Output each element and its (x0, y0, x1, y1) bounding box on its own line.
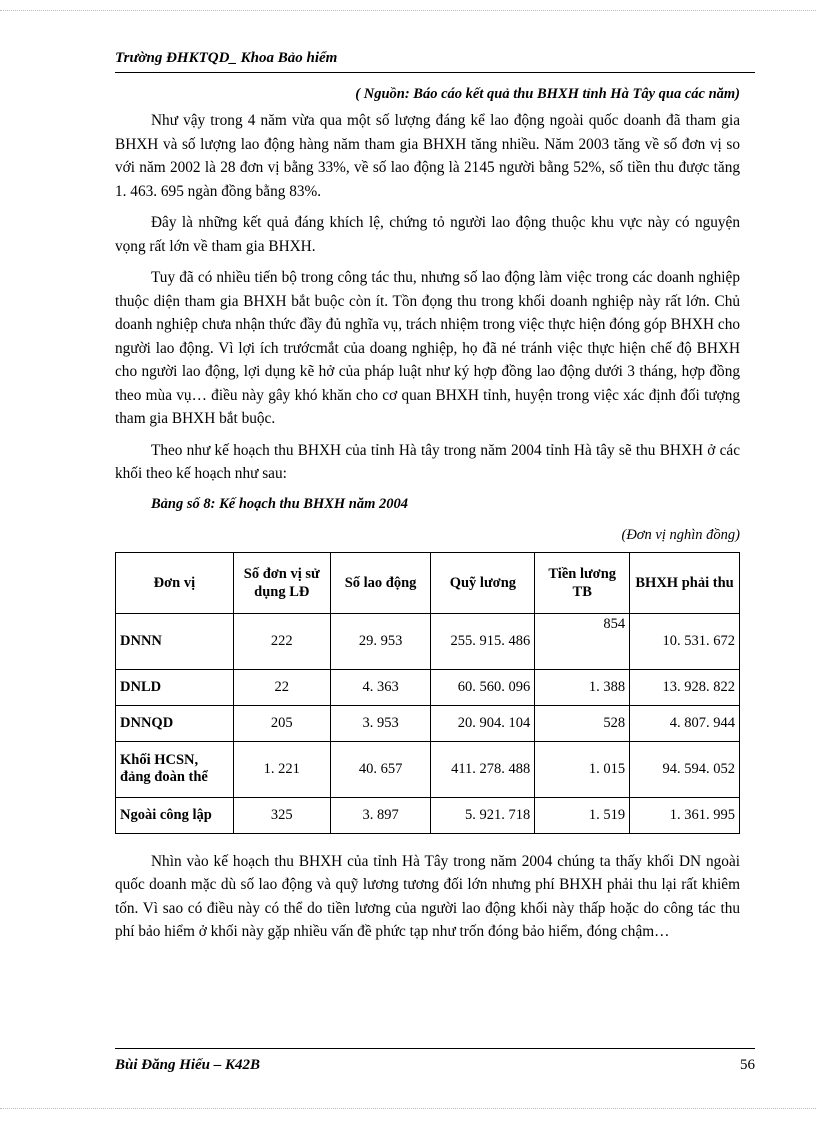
cell-unit: DNLD (116, 669, 234, 705)
cell-bhxh: 1. 361. 995 (630, 797, 740, 833)
paragraph-1: Như vậy trong 4 năm vừa qua một số lượng đáng kể lao động ngoài quốc doanh đã tham gia BHXH và số lượng lao động hàng năm tham gia BHXH tăng nhiều. Năm 2003 tăng về số đơn vị so với năm 2002 là 28 đơn vị bằng 33%, về số lao động là 2145 người bằng 52%, số tiền thu được tăng 1. 463. 695 ngàn đồng bằng 83%. (115, 112, 740, 200)
cell-count: 325 (233, 797, 330, 833)
cell-unit: DNNN (116, 613, 234, 669)
table-header-row (116, 552, 740, 613)
cell-unit: DNNQD (116, 705, 234, 741)
paragraph-2: Đây là những kết quả đáng khích lệ, chứng tỏ người lao động thuộc khu vực này có nguyện vọng rất lớn về tham gia BHXH. (115, 214, 740, 255)
cell-bhxh: 4. 807. 944 (630, 705, 740, 741)
cell-avg: 1. 519 (535, 797, 630, 833)
cell-avg: 854 (535, 613, 630, 669)
header-avg: Tiền lương TB (535, 552, 630, 613)
cell-bhxh: 10. 531. 672 (630, 613, 740, 669)
cell-avg: 1. 015 (535, 741, 630, 797)
page-number: 56 (740, 1057, 755, 1073)
closing-paragraph: Nhìn vào kế hoạch thu BHXH của tỉnh Hà Tây trong năm 2004 chúng ta thấy khối DN ngoài quốc doanh mặc dù số lao động và quỹ lương tương đối lớn nhưng phí BHXH phải thu lại rất khiêm tốn. Vì sao có điều này có thể do tiền lương của người lao động khối này thấp hoặc do công tác thu phí bảo hiểm ở khối này gặp nhiều vấn đề phức tạp như trốn đóng bảo hiểm, đóng chậm… (115, 852, 740, 940)
cell-workers: 29. 953 (330, 613, 431, 669)
table-row (116, 613, 740, 669)
cell-count: 205 (233, 705, 330, 741)
table-unit: (Đơn vị nghìn đồng) (621, 526, 740, 543)
cell-fund: 5. 921. 718 (431, 797, 535, 833)
table-row (116, 669, 740, 705)
header-workers: Số lao động (330, 552, 431, 613)
table-row (116, 797, 740, 833)
cell-fund: 411. 278. 488 (431, 741, 535, 797)
paragraph-4: Theo như kế hoạch thu BHXH của tỉnh Hà tây trong năm 2004 tỉnh Hà tây sẽ thu BHXH ở các khối theo kế hoạch như sau: (115, 441, 740, 482)
paragraph-3: Tuy đã có nhiều tiến bộ trong công tác thu, nhưng số lao động làm việc trong các doanh nghiệp thuộc diện tham gia BHXH bắt buộc còn ít. Tồn đọng thu trong khối doanh nghiệp này rất lớn. Chủ doanh nghiệp chưa nhận thức đầy đủ nghĩa vụ, trách nhiệm trong việc thực hiện đóng góp BHXH cho người lao động. Vì lợi ích trướcmắt của doang nghiệp, họ đã né tránh việc thực hiện chế độ BHXH cho người lao động, lợi dụng kẽ hở của pháp luật như ký hợp đồng lao động dưới 3 tháng, hợp đồng theo mùa vụ… điều này gây khó khăn cho cơ quan BHXH tỉnh, huyện trong việc xác định đối tượng tham gia BHXH bắt buộc. (115, 269, 740, 427)
page-content (115, 86, 740, 952)
footer-author: Bùi Đăng Hiếu – K42B (115, 1057, 261, 1073)
header-fund: Quỹ lương (431, 552, 535, 613)
source-note: ( Nguồn: Báo cáo kết quả thu BHXH tỉnh Hà Tây qua các năm) (355, 86, 740, 102)
cell-count: 1. 221 (233, 741, 330, 797)
cell-avg: 528 (535, 705, 630, 741)
cell-fund: 255. 915. 486 (431, 613, 535, 669)
header-count: Số đơn vị sử dụng LĐ (233, 552, 330, 613)
cell-workers: 40. 657 (330, 741, 431, 797)
page-footer (115, 1048, 755, 1074)
table-row (116, 741, 740, 797)
header-unit: Đơn vị (116, 552, 234, 613)
page-top-border (0, 0, 816, 11)
bhxh-plan-table (115, 552, 740, 834)
page-header: Trường ĐHKTQD_ Khoa Bảo hiểm (115, 50, 755, 73)
cell-count: 222 (233, 613, 330, 669)
cell-workers: 3. 897 (330, 797, 431, 833)
page-bottom-border (0, 1108, 816, 1110)
cell-unit: Ngoài công lập (116, 797, 234, 833)
cell-bhxh: 13. 928. 822 (630, 669, 740, 705)
cell-workers: 3. 953 (330, 705, 431, 741)
cell-avg: 1. 388 (535, 669, 630, 705)
table-title: Bảng số 8: Kế hoạch thu BHXH năm 2004 (151, 495, 409, 512)
cell-unit: Khối HCSN, đảng đoàn thể (116, 741, 234, 797)
table-row (116, 705, 740, 741)
cell-fund: 60. 560. 096 (431, 669, 535, 705)
cell-count: 22 (233, 669, 330, 705)
cell-workers: 4. 363 (330, 669, 431, 705)
header-bhxh: BHXH phải thu (630, 552, 740, 613)
cell-bhxh: 94. 594. 052 (630, 741, 740, 797)
cell-fund: 20. 904. 104 (431, 705, 535, 741)
